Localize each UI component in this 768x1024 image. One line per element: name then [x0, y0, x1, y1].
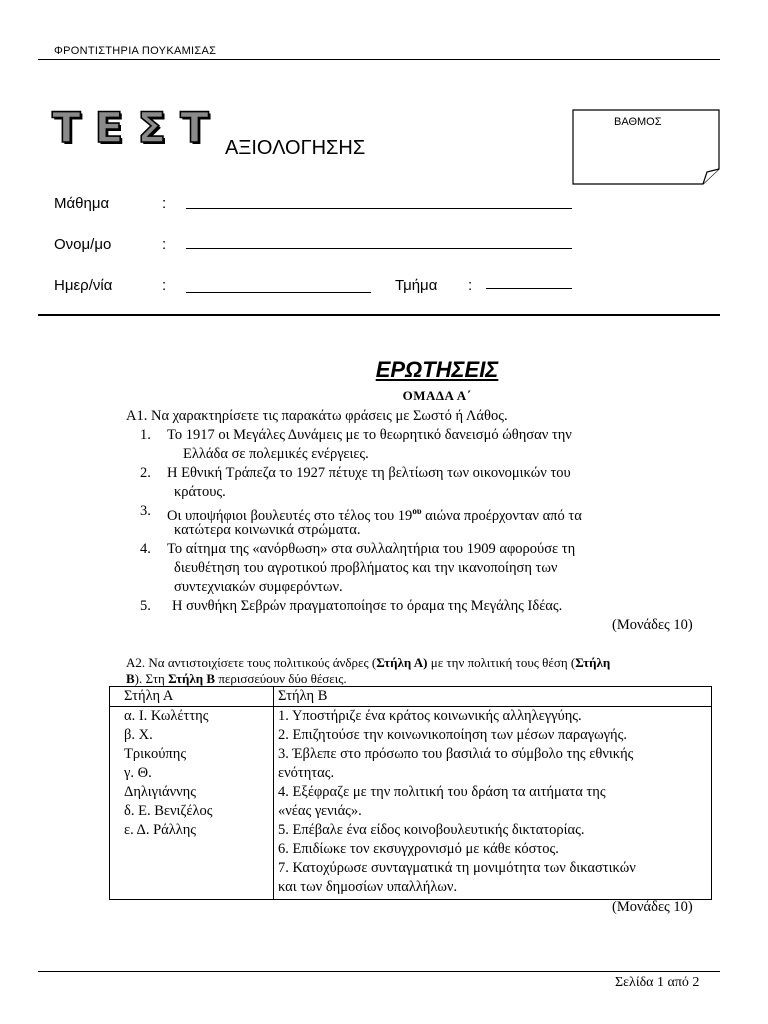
a1-item-list — [140, 426, 740, 616]
field-colon: : — [162, 195, 167, 212]
field-colon: : — [468, 277, 473, 294]
table-row — [110, 707, 712, 900]
questions-title: ΕΡΩΤΗΣΕΙΣ — [375, 357, 499, 382]
subject-field-line — [186, 208, 572, 209]
test-letter: Τ — [52, 103, 81, 152]
column-b-cell: 1. Υποστήριζε ένα κράτος κοινωνικής αλληλεγγύης. 2. Επιζητούσε την κοινωνικοποίηση των μέσων παραγωγής. 3. Έβλεπε στο πρόσωπο του βασιλιά το σύμβολο της εθνικής ενότητας. 4. Εξέφραζε με την πολιτική του δράση τα αιτήματα της «νέας γενιάς». 5. Επέβαλε ένα είδος κοινοβουλευτικής δικτατορίας. 6. Επιδίωκε τον εκσυγχρονισμό με κάθε κόστος. 7. Κατοχύρωσε συνταγματικά τη μονιμότητα των δικαστικών και των δημοσίων υπαλλήλων. — [274, 707, 712, 900]
column-b-header: Στήλη Β — [274, 687, 712, 707]
list-item: 2. Η Εθνική Τράπεζα το 1927 πέτυχε τη βελτίωση των οικονομικών του κράτους. — [140, 465, 571, 500]
test-subtitle: ΑΞΙΟΛΟΓΗΣΗΣ — [225, 137, 366, 159]
a1-prompt: Α1. Να χαρακτηρίσετε τις παρακάτω φράσεις με Σωστό ή Λάθος. — [126, 408, 508, 424]
a2-prompt-line2: Β). Στη Στήλη Β περισσεύουν δύο θέσεις. — [126, 671, 347, 686]
class-field-line — [486, 288, 572, 289]
school-name: ΦΡΟΝΤΙΣΤΗΡΙΑ ΠΟΥΚΑΜΙΣΑΣ — [54, 45, 217, 57]
test-letter: Σ — [137, 103, 167, 152]
header-divider — [38, 59, 720, 60]
date-field-line — [186, 292, 371, 293]
a2-marks: (Μονάδες 10) — [612, 899, 693, 915]
date-label: Ημερ/νία — [54, 277, 113, 294]
subject-label: Μάθημα — [54, 195, 110, 212]
class-label: Τμήμα — [395, 277, 438, 294]
list-item: 1. Το 1917 οι Μεγάλες Δυνάμεις με το θεωρητικό δανεισμό ώθησαν την Ελλάδα σε πολεμικές ενέργειες. — [140, 427, 572, 462]
a1-marks: (Μονάδες 10) — [612, 617, 693, 633]
section-divider — [38, 314, 720, 316]
matching-table — [109, 686, 712, 900]
footer-divider — [38, 971, 720, 972]
grade-label: ΒΑΘΜΟΣ — [614, 116, 662, 128]
field-colon: : — [162, 277, 167, 294]
list-item: 4. Το αίτημα της «ανόρθωση» στα συλλαλητήρια του 1909 αφορούσε τη διευθέτηση του αγροτικού προβλήματος και την ικανοποίηση των συντεχνιακών συμφερόντων. — [140, 541, 576, 595]
list-item: 3. Οι υποψήφιοι βουλευτές στο τέλος του $19^{o\upsilon}$ αιώνα προέρχονταν από τα κατώτερα κοινωνικά στρώματα. — [140, 503, 582, 538]
group-heading: ΟΜΑΔΑ Α΄ — [402, 388, 472, 403]
a2-prompt-line1: Α2. Να αντιστοιχίσετε τους πολιτικούς άνδρες (Στήλη Α) με την πολιτική τους θέση (Στήλη — [126, 655, 611, 670]
column-a-header: Στήλη Α — [110, 687, 274, 707]
test-letter: Ε — [94, 103, 124, 152]
name-label: Ονομ/μο — [54, 236, 112, 253]
name-field-line — [186, 248, 572, 249]
page-number: Σελίδα 1 από 2 — [615, 975, 700, 990]
list-item: 5. Η συνθήκη Σεβρών πραγματοποίησε το όραμα της Μεγάλης Ιδέας. — [140, 598, 563, 614]
column-a-cell: α. Ι. Κωλέττης β. Χ. Τρικούπης γ. Θ. Δηλιγιάννης δ. Ε. Βενιζέλος ε. Δ. Ράλλης — [110, 707, 274, 900]
test-title — [52, 103, 209, 152]
field-colon: : — [162, 236, 167, 253]
table-header-row — [110, 687, 712, 707]
test-letter: Τ — [180, 103, 209, 152]
